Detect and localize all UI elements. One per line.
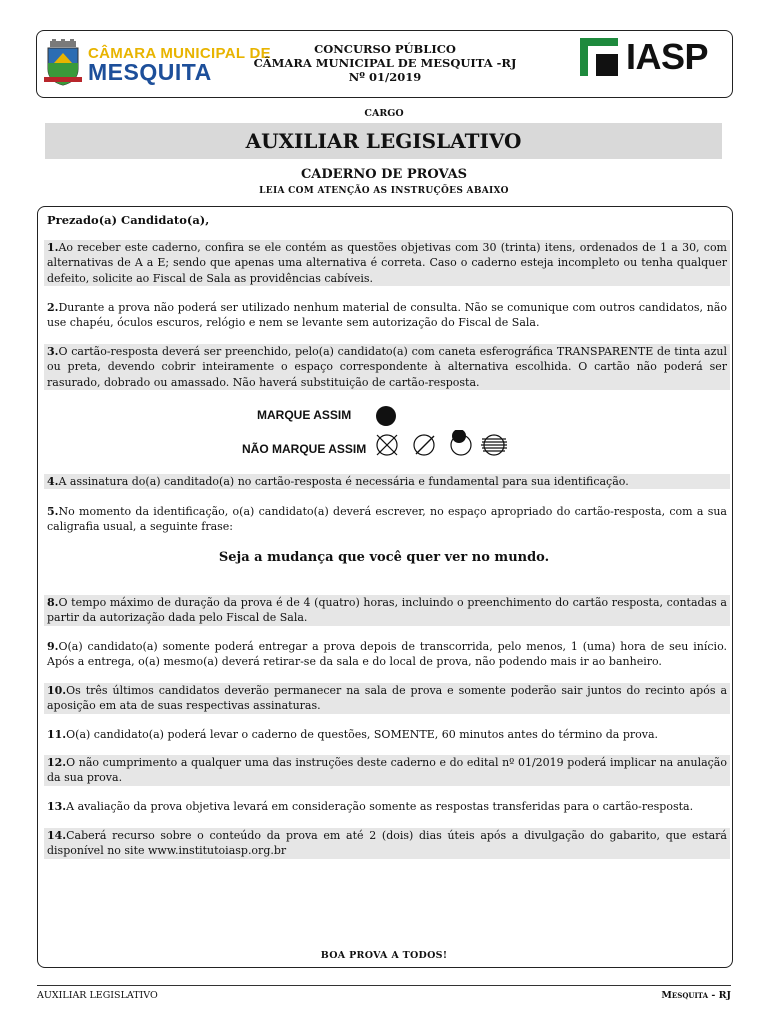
iasp-mark-icon xyxy=(580,38,618,76)
instruction-text: O(a) candidato(a) somente poderá entregar a prova depois de transcorrida, pelo menos, 1 (uma) hora de seu início. Após a entrega, o(a) mesmo(a) deverá retirar-se da sala e do local de prova, não podendo mais ir ao banheiro. xyxy=(47,640,727,669)
caderno-title: CADERNO DE PROVAS xyxy=(300,167,468,182)
footer-left: AUXILIAR LEGISLATIVO xyxy=(37,990,158,1001)
instruction-text: A assinatura do(a) canditado(a) no cartão-resposta é necessária e fundamental para sua identificação. xyxy=(58,475,629,488)
instruction-text: A avaliação da prova objetiva levará em consideração somente as respostas transferidas para o cartão-resposta. xyxy=(66,800,694,813)
instruction-number: 5. xyxy=(47,505,59,518)
instruction-5 xyxy=(44,504,730,535)
instruction-number: 13. xyxy=(47,800,67,813)
instruction-14 xyxy=(44,828,730,859)
required-phrase: Seja a mudança que você quer ver no mundo. xyxy=(218,550,550,565)
instruction-8 xyxy=(44,595,730,626)
instruction-text: O não cumprimento a qualquer uma das instruções deste caderno e do edital nº 01/2019 poderá implicar na anulação da sua prova. xyxy=(47,756,727,785)
instruction-text: Durante a prova não poderá ser utilizado nenhum material de consulta. Não se comunique com outros candidatos, não use chapéu, óculos escuros, relógio e nem se levante sem autorização do Fiscal de Sala. xyxy=(47,301,727,330)
instruction-text: Ao receber este caderno, confira se ele contém as questões objetivas com 30 (trinta) itens, ordenados de 1 a 30, com alternativas de A a E; sendo que apenas uma alternativa é correta. Caso o caderno esteja incompleto ou tenha qualquer defeito, solicite ao Fiscal de Sala as providências cabíveis. xyxy=(47,241,727,285)
instruction-number: 9. xyxy=(47,640,59,653)
instruction-10 xyxy=(44,683,730,714)
instruction-number: 11. xyxy=(47,728,67,741)
header-line-1: CONCURSO PÚBLICO xyxy=(314,42,456,56)
instruction-number: 2. xyxy=(47,301,59,314)
header-line-3: Nº 01/2019 xyxy=(348,70,422,84)
instruction-text: Caberá recurso sobre o conteúdo da prova em até 2 (dois) dias úteis após a divulgação do gabarito, que estará disponível no site www.institutoiasp.org.br xyxy=(47,829,727,858)
instruction-number: 12. xyxy=(47,756,67,769)
instruction-4 xyxy=(44,474,730,489)
camara-logo xyxy=(44,37,271,89)
instruction-9 xyxy=(44,639,730,670)
instruction-number: 3. xyxy=(47,345,59,358)
instruction-number: 4. xyxy=(47,475,59,488)
instruction-text: O cartão-resposta deverá ser preenchido, pelo(a) candidato(a) com caneta esferográfica TRANSPARENTE de tinta azul ou preta, devendo cobrir inteiramente o espaço correspondente à alternativa escolhida. O cartão não poderá ser rasurado, dobrado ou amassado. Não haverá substituição de cartão-resposta. xyxy=(47,345,727,389)
instruction-number: 8. xyxy=(47,596,59,609)
filled-bubble-icon xyxy=(374,404,398,428)
instruction-number: 14. xyxy=(47,829,67,842)
instruction-text: O(a) candidato(a) poderá levar o caderno de questões, SOMENTE, 60 minutos antes do término da prova. xyxy=(66,728,659,741)
instruction-11 xyxy=(44,727,730,742)
instruction-1 xyxy=(44,240,730,286)
instruction-13 xyxy=(44,799,730,814)
instruction-text: Os três últimos candidatos deverão permanecer na sala de prova e somente poderão sair juntos do recinto após a aposição em ata de suas respectivas assinaturas. xyxy=(47,684,727,713)
logo-top-text: CÂMARA MUNICIPAL DE xyxy=(88,45,271,62)
instruction-number: 10. xyxy=(47,684,67,697)
greeting: Prezado(a) Candidato(a), xyxy=(47,213,210,227)
iasp-logo-text: IASP xyxy=(626,36,709,77)
header-line-2: CÂMARA MUNICIPAL DE MESQUITA -RJ xyxy=(253,56,517,70)
instruction-2 xyxy=(44,300,730,331)
footer-divider xyxy=(37,985,731,986)
iasp-logo xyxy=(580,38,725,78)
instruction-3 xyxy=(44,344,730,390)
instruction-12 xyxy=(44,755,730,786)
instruction-number: 1. xyxy=(47,241,59,254)
marque-assim-label: MARQUE ASSIM xyxy=(257,408,352,422)
header-text xyxy=(230,42,540,84)
boa-prova: BOA PROVA A TODOS! xyxy=(320,950,448,961)
leia-instruction: LEIA COM ATENÇÃO AS INSTRUÇÕES ABAIXO xyxy=(259,186,509,196)
cargo-label: CARGO xyxy=(364,108,404,119)
wrong-marks-icon xyxy=(372,430,532,460)
cargo-title: AUXILIAR LEGISLATIVO xyxy=(45,123,722,159)
instruction-text: O tempo máximo de duração da prova é de 4 (quatro) horas, incluindo o preenchimento do cartão resposta, contadas a partir da autorização dada pelo Fiscal de Sala. xyxy=(47,596,727,625)
logo-bottom-text: MESQUITA xyxy=(88,59,212,85)
instruction-text: No momento da identificação, o(a) candidato(a) deverá escrever, no espaço apropriado do cartão-resposta, com a sua caligrafia usual, a seguinte frase: xyxy=(47,505,727,534)
nao-marque-assim-label: NÃO MARQUE ASSIM xyxy=(242,442,367,456)
crest-icon xyxy=(44,39,82,87)
footer-right: Mesquita - RJ xyxy=(661,990,731,1001)
